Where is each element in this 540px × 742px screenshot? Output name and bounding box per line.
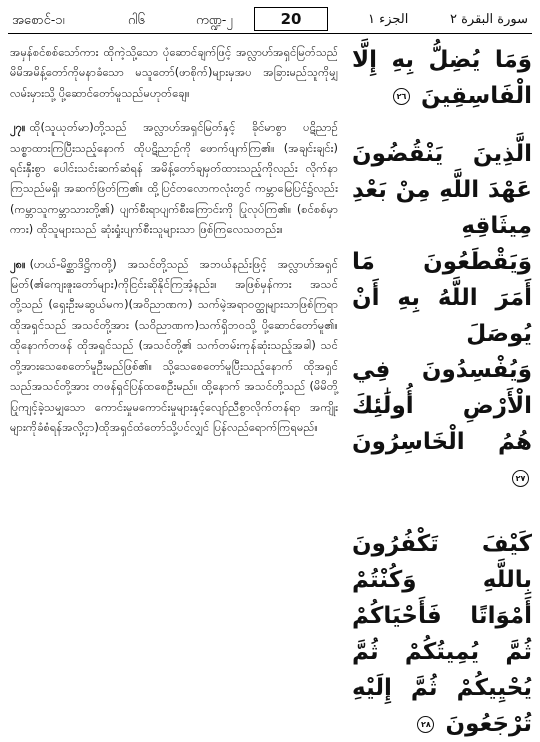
page-number: 20 — [254, 7, 328, 31]
translation-text: အမှန်စင်စစ်သော်ကား ထိုကဲ့သို့သော ပုံဆောင်ချက်ဖြင့် အလ္လာဟ်အရှင်မြတ်သည် မိမိအမိန့်တော်ကိုမနာခံသော မသူတော်(ဖာစိုက်)များမှအပ အခြားမည်သူကိုမျှ လမ်းမှားသို့ ပို့ဆောင်တော်မူသည်မဟုတ်ချေ။ — [10, 45, 338, 100]
surah-label: سورة البقرة ٢ — [449, 12, 528, 27]
volume-label: အစောင်-၁၊ — [12, 13, 65, 28]
verse-number: ၂၇။ — [10, 120, 26, 135]
translation-column — [10, 42, 338, 451]
arabic-text: كَيْفَ تَكْفُرُونَ بِاللَّهِ وَكُنْتُمْ أَمْوَاتًا فَأَحْيَاكُمْ ثُمَّ يُمِيتُكُمْ ثُمَّ يُحْيِيكُمْ ثُمَّ إِلَيْهِ تُرْجَعُونَ — [352, 531, 532, 737]
translation-text: ထို(သူယုတ်မာ)တို့သည် အလ္လာဟ်အရှင်မြတ်နှင့် ခိုင်မာစွာ ပဋိညာဉ်သစ္စာထားကြပြီးသည့်နောက် ထိုပဋိညာဉ်ကို ဖောက်ဖျက်ကြ၏။ (အချင်းချင်း) ရင်းနှီးစွာ ပေါင်းသင်းဆက်ဆံရန် အမိန့်တော်ချမှတ်ထားသည့်ကိုလည်း လိုက်နာကြသည်မရှိ၊ အဆက်ဖြတ်ကြ၏။ ထို့ပြင်တလောကလုံးတွင် ကမ္ဘာမြေပြင်၌လည်း (ကမ္ဘာသူကမ္ဘာသားတို့၏) ပျက်စီးရာပျက်စီးကြောင်းကို ပြုလုပ်ကြ၏။ (စင်စစ်မှာကား) ထိုသူများသည် ဆုံးရှုံးပျက်စီးသူများသာ ဖြစ်ကြလေသတည်း။ — [10, 120, 338, 237]
arabic-column — [352, 42, 532, 742]
section-label: ကဏ္ဍ-၂ — [196, 13, 233, 28]
juz-label: الجزء ١ — [368, 12, 409, 27]
verse-number: ၂၈။ — [10, 256, 26, 271]
arabic-verse-28 — [352, 526, 532, 742]
translation-paragraph-26 — [10, 42, 338, 103]
translation-text: (ဟယ်-မိစ္ဆာဒိဋ္ဌိကတို့) အသင်တို့သည် အဘယ်နည်းဖြင့် အလ္လာဟ်အရှင်မြတ်(၏ကျေးဇူးတော်များ)ကိုငြင်းဆိုနိုင်ကြအံ့နည်း။ အဖြစ်မှန်ကား အသင်တို့သည် (ရှေးဦးမဆွယ်မက)(အဝိညာဏက) သက်မဲ့အရာဝတ္ထုများသာဖြစ်ကြရာ ထိုအရှင်သည် အသင်တို့အား (သဝိညာဏက)သက်ရှိဘဝသို့ ပို့ဆောင်တော်မူ၏။ ထိုနောက်တဖန် ထိုအရှင်သည် (အသင်တို့၏ သက်တမ်းကုန်ဆုံးသည့်အခါ) သင်တို့အားသေစေတော်မူဦးမည်ဖြစ်၏။ သို့သေစေတော်မူပြီးသည့်နောက် ထိုအရှင်သည်အသင်တို့အား တဖန်ရှင်ပြန်ထစေဦးမည်။ ထို့နောက် အသင်တို့သည် (မိမိတို့ပြုကျင့်ခဲ့သမျှသော ကောင်းမှုမကောင်းမှုများနှင့်လျော်ညီစွာလိုက်တန်ရာ အကျိုးများကိုခံစံရန်အလို့ငှာ)ထိုအရှင်ထံတော်သို့ပင်လျှင် ပြန်လည်ရောက်ကြရမည်။ — [10, 256, 338, 434]
translation-paragraph-27 — [10, 117, 338, 239]
header-rule — [8, 33, 532, 34]
arabic-verse-27 — [352, 136, 532, 496]
page-header — [8, 7, 532, 31]
ayah-number-mark: ٢٦ — [393, 88, 410, 105]
arabic-text: وَمَا يُضِلُّ بِهِ إِلَّا الْفَاسِقِينَ — [352, 47, 532, 109]
arabic-verse-26 — [352, 42, 532, 114]
translation-paragraph-28 — [10, 254, 338, 438]
ruku-label: ဂါ၆ — [128, 13, 145, 28]
ayah-number-mark: ٢٧ — [512, 470, 529, 487]
ayah-number-mark: ٢٨ — [417, 716, 434, 733]
arabic-text: الَّذِينَ يَنْقُضُونَ عَهْدَ اللَّهِ مِنْ بَعْدِ مِيثَاقِهِ وَيَقْطَعُونَ مَا أَمَرَ اللَّهُ بِهِ أَنْ يُوصَلَ وَيُفْسِدُونَ فِي الْأَرْضِ أُولَٰئِكَ هُمُ الْخَاسِرُونَ — [352, 141, 532, 455]
